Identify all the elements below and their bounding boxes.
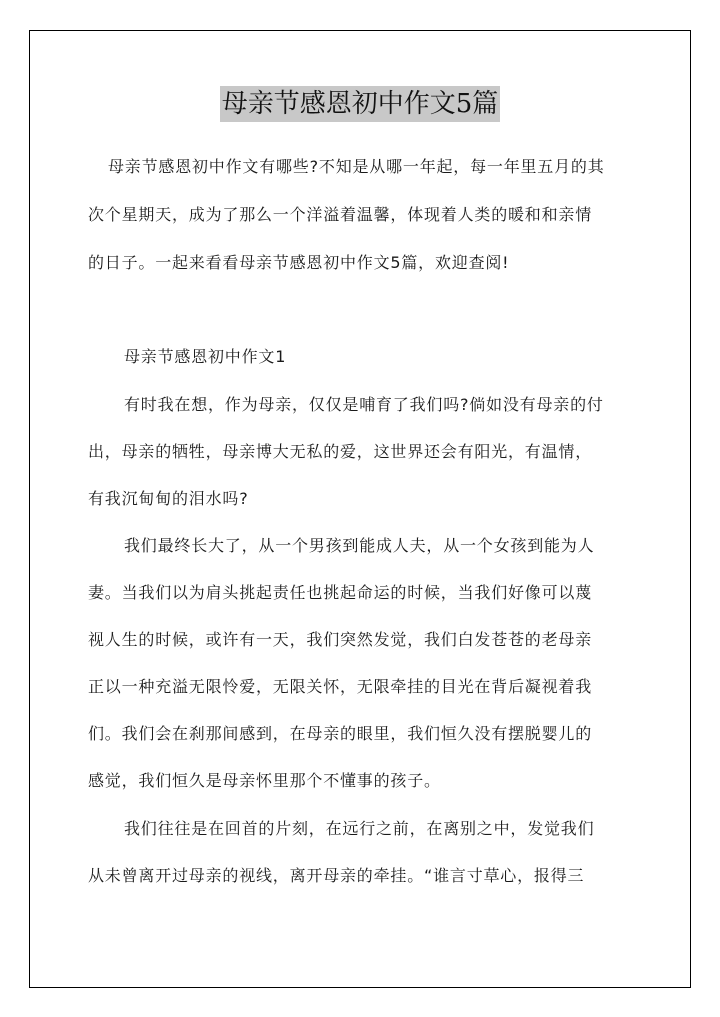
paragraph-line: 视人生的时候，或许有一天，我们突然发觉，我们白发苍苍的老母亲 — [88, 630, 593, 649]
paragraph-line: 感觉，我们恒久是母亲怀里那个不懂事的孩子。 — [88, 771, 441, 790]
paragraph-line: 正以一种充溢无限怜爱，无限关怀，无限牵挂的目光在背后凝视着我 — [88, 677, 593, 696]
document-title: 母亲节感恩初中作文5篇 — [220, 86, 501, 122]
paragraph-line: 们。我们会在刹那间感到，在母亲的眼里，我们恒久没有摆脱婴儿的 — [88, 724, 593, 743]
paragraph-line: 有我沉甸甸的泪水吗? — [88, 489, 249, 508]
paragraph-line: 妻。当我们以为肩头挑起责任也挑起命运的时候，当我们好像可以蔑 — [88, 583, 593, 602]
paragraph-line: 我们最终长大了，从一个男孩到能成人夫，从一个女孩到能为人 — [124, 536, 595, 555]
paragraph-line: 从未曾离开过母亲的视线，离开母亲的牵挂。“谁言寸草心，报得三 — [88, 866, 585, 885]
paragraph-line: 有时我在想，作为母亲，仅仅是哺育了我们吗?倘如没有母亲的付 — [124, 395, 604, 414]
intro-line-3: 的日子。一起来看看母亲节感恩初中作文5篇，欢迎查阅! — [88, 253, 510, 272]
title-container — [0, 86, 720, 122]
section-heading: 母亲节感恩初中作文1 — [124, 347, 287, 366]
paragraph-line: 我们往往是在回首的片刻，在远行之前，在离别之中，发觉我们 — [124, 819, 595, 838]
intro-line-1: 母亲节感恩初中作文有哪些?不知是从哪一年起，每一年里五月的其 — [108, 157, 605, 176]
intro-line-2: 次个星期天，成为了那么一个洋溢着温馨，体现着人类的暖和和亲情 — [88, 205, 593, 224]
paragraph-line: 出，母亲的牺牲，母亲博大无私的爱，这世界还会有阳光，有温情， — [88, 442, 593, 461]
